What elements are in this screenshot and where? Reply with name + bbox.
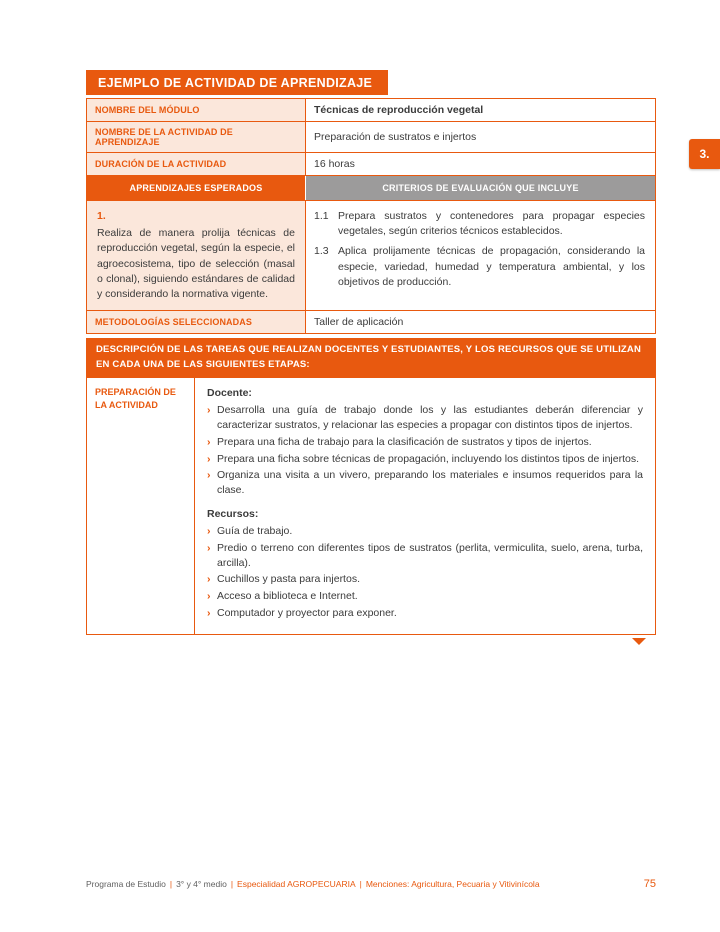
activity-name-value: Preparación de sustratos e injertos: [314, 131, 477, 143]
criteria-item: [314, 244, 645, 290]
bullet-icon: ›: [207, 452, 211, 465]
footer-mentions: Menciones: Agricultura, Pecuaria y Vitivinícola: [365, 879, 540, 889]
chapter-number: 3.: [699, 147, 710, 161]
table-row-activity-name: [87, 122, 655, 153]
criteria-number: 1.3: [314, 245, 329, 258]
table-row-module: [87, 99, 655, 122]
table-row-oa-criteria: [87, 201, 655, 311]
table-row-duration: [87, 153, 655, 176]
bullet-icon: ›: [207, 590, 211, 602]
module-label: NOMBRE DEL MÓDULO: [87, 99, 306, 121]
criteria-item: [314, 209, 645, 239]
bullet-icon: ›: [207, 469, 211, 482]
description-header-bar: DESCRIPCIÓN DE LAS TAREAS QUE REALIZAN DOCENTES Y ESTUDIANTES, Y LOS RECURSOS QUE SE UTILIZAN EN CADA UNA DE LAS SIGUIENTES ETAPAS:: [86, 338, 656, 377]
evaluation-criteria-header: CRITERIOS DE EVALUACIÓN QUE INCLUYE: [306, 176, 655, 200]
table-row-column-headers: [87, 176, 655, 201]
page-number: 75: [643, 878, 656, 890]
footer-breadcrumb: [86, 879, 540, 889]
activity-title-badge: EJEMPLO DE ACTIVIDAD DE APRENDIZAJE: [86, 70, 388, 95]
list-item: › Prepara una ficha de trabajo para la clasificación de sustratos y tipos de injertos.: [207, 435, 592, 448]
activity-table-area: [86, 70, 656, 645]
criteria-cell: [306, 201, 655, 310]
footer-separator: |: [359, 879, 362, 889]
preparation-content: [195, 378, 655, 635]
bullet-icon: ›: [207, 525, 211, 538]
preparation-stage-label: PREPARACIÓN DE LA ACTIVIDAD: [87, 378, 195, 635]
oa-text: Realiza de manera prolija técnicas de reproducción vegetal, según la especie, el agroecosistema, tipo de selección (masal o clonal), siguiendo estándares de calidad y considerando la normativa vigente.: [97, 227, 295, 301]
criteria-text: Prepara sustratos y contenedores para propagar especies vegetales, según criterios técnicos establecidos.: [338, 210, 645, 238]
bullet-icon: ›: [207, 541, 211, 554]
list-item: › Acceso a biblioteca e Internet.: [207, 590, 358, 602]
module-value: Técnicas de reproducción vegetal: [314, 104, 484, 116]
list-item: › Desarrolla una guía de trabajo donde los y las estudiantes deberán diferenciar y caracterizar sustratos, y relacionar las especies a propagar con distintos tipos de injertos.: [207, 404, 643, 432]
docente-heading: Docente:: [207, 386, 252, 399]
bullet-icon: ›: [207, 606, 211, 619]
chapter-side-tab: [689, 139, 720, 169]
table-row-methodology: [87, 311, 655, 333]
preparation-section: [86, 378, 656, 636]
list-item: › Guía de trabajo.: [207, 525, 293, 538]
methodology-value: Taller de aplicación: [314, 316, 404, 329]
expected-learnings-header: APRENDIZAJES ESPERADOS: [87, 176, 306, 200]
list-item: › Computador y proyector para exponer.: [207, 606, 397, 619]
expected-learning-cell: [87, 201, 306, 310]
footer-program: Programa de Estudio: [86, 879, 166, 889]
continuation-arrow-icon: [632, 638, 646, 645]
page-footer: [86, 878, 656, 890]
criteria-number: 1.1: [314, 210, 329, 222]
activity-table: [86, 98, 656, 334]
oa-number: 1.: [97, 210, 106, 222]
duration-label: DURACIÓN DE LA ACTIVIDAD: [87, 153, 306, 175]
list-item: › Organiza una visita a un vivero, preparando los materiales e insumos requeridos para la clase.: [207, 469, 643, 496]
duration-value: 16 horas: [314, 158, 355, 170]
list-item: › Predio o terreno con diferentes tipos de sustratos (perlita, vermiculita, suelo, arena, turba, arcilla).: [207, 541, 643, 569]
footer-specialty: Especialidad AGROPECUARIA: [237, 879, 356, 889]
criteria-text: Aplica prolijamente técnicas de propagación, considerando la especie, variedad, humedad y temperatura ambiental, y los objetivos de producción.: [338, 245, 645, 288]
footer-grade: 3° y 4° medio: [176, 879, 227, 889]
list-item: › Prepara una ficha sobre técnicas de propagación, incluyendo los distintos tipos de injertos.: [207, 452, 640, 465]
footer-separator: |: [169, 879, 173, 889]
bullet-icon: ›: [207, 435, 211, 448]
recursos-heading: Recursos:: [207, 507, 259, 520]
bullet-icon: ›: [207, 573, 211, 586]
list-item: › Cuchillos y pasta para injertos.: [207, 573, 360, 586]
continuation-arrow-wrap: [86, 635, 656, 645]
footer-separator: |: [230, 879, 234, 889]
methodology-label: METODOLOGÍAS SELECCIONADAS: [87, 311, 306, 333]
bullet-icon: ›: [207, 404, 211, 417]
activity-name-label: NOMBRE DE LA ACTIVIDAD DE APRENDIZAJE: [87, 122, 306, 152]
